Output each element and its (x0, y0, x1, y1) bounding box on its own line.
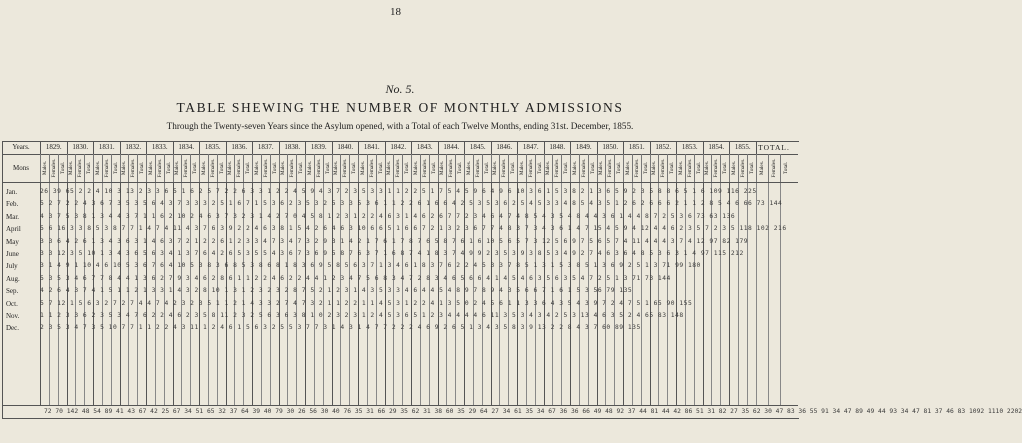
sub-header: Females. (208, 154, 217, 182)
year-header: 1840. (332, 141, 359, 154)
table-row: 3 3 6 4 2 6 1 3 4 3 6 3 1 4 6 3 7 2 1 2 2 6 1 2 3 3 4 7 3 4 7 3 2 9 3 1 4 2 1 7 6 1 7 8 7 6 5 8 7 6 1 6 10 5 6 5 7 3 12 5 6 9 7 5 6 5 7 4 11 4 4 4 3 7 4 12 97 82 179 (40, 237, 749, 245)
year-header: 1839. (305, 141, 332, 154)
sub-header: Males. (597, 154, 606, 182)
months-label: Mons (13, 164, 29, 172)
year-header: 1845. (464, 141, 491, 154)
sub-header: Males. (226, 154, 235, 182)
sub-header: Males. (279, 154, 288, 182)
sub-header: Males. (120, 154, 129, 182)
table-row: 5 7 12 1 5 6 3 2 7 2 7 4 4 7 4 2 3 2 3 5 1 1 2 1 4 3 3 2 7 4 7 3 2 1 1 2 2 1 1 4 5 3 1 2 2 4 1 3 5 0 2 4 5 6 1 1 3 3 6 4 3 5 4 3 9 7 2 4 7 5 1 65 90 155 (40, 299, 693, 307)
year-header: 1832. (120, 141, 147, 154)
table-row: 2 3 5 3 4 7 3 5 10 7 7 1 1 2 2 4 3 11 1 2 4 6 1 5 6 3 2 5 5 3 7 7 3 1 4 3 1 4 7 7 2 2 2 4 6 9 2 6 5 1 3 4 3 5 8 3 9 13 2 2 8 4 3 7 60 89 135 (40, 324, 641, 332)
sub-header: Males. (358, 154, 367, 182)
sub-header: Total. (641, 154, 650, 182)
sub-header: Males. (252, 154, 261, 182)
year-header: 1846. (491, 141, 518, 154)
sub-header: Total. (270, 154, 279, 182)
sub-header: Females. (49, 154, 58, 182)
sub-header-row (2, 154, 798, 183)
year-header: 1854. (703, 141, 730, 154)
sub-header: Total. (508, 154, 517, 182)
month-label: July (6, 262, 18, 271)
sub-header: Females. (473, 154, 482, 182)
years-header-row (2, 141, 798, 155)
year-header: 1843. (411, 141, 438, 154)
page-subtitle: Through the Twenty-seven Years since the Asylum opened, with a Total of each Twelve Months, ending 31st. December, 1855. (166, 121, 634, 131)
sub-header: Total. (694, 154, 703, 182)
table-row: 3 1 4 9 1 10 4 6 10 5 3 6 7 6 4 10 5 3 8 3 6 8 5 3 8 6 8 1 8 3 6 9 5 8 5 6 3 7 1 3 4 6 1 8 3 7 6 2 2 4 5 3 3 7 8 5 1 3 1 5 3 8 5 1 3 6 9 2 5 1 3 71 99 180 (40, 262, 701, 270)
totals-row (2, 405, 1022, 418)
table-row: 5 3 5 3 4 6 7 7 8 4 4 1 3 6 2 7 9 3 4 6 2 8 6 1 1 2 2 4 6 2 2 4 4 1 2 3 4 7 5 6 8 3 4 7 2 8 3 4 6 5 6 6 4 1 4 5 4 6 3 5 6 3 5 4 7 2 5 1 3 71 73 144 (40, 274, 671, 282)
sub-header: Males. (544, 154, 553, 182)
sub-header: Females. (367, 154, 376, 182)
year-header: 1852. (650, 141, 677, 154)
month-label: Sep. (6, 287, 19, 296)
year-header: 1844. (438, 141, 465, 154)
year-header: 1851. (623, 141, 650, 154)
year-header: 1829. (40, 141, 67, 154)
year-header: 1841. (358, 141, 385, 154)
sub-header: Males. (570, 154, 579, 182)
sub-header: Females. (579, 154, 588, 182)
sub-header: Females. (605, 154, 614, 182)
sub-header: Total. (58, 154, 67, 182)
sub-header: Females. (314, 154, 323, 182)
sub-header: Females. (499, 154, 508, 182)
year-header: 1831. (93, 141, 120, 154)
sub-header: Total. (614, 154, 623, 182)
table-row: 5 6 16 3 3 8 5 3 8 7 7 1 4 7 4 11 4 3 7 6 3 9 2 2 4 6 3 8 1 5 4 2 6 4 6 3 10 6 6 5 1 6 6 7 2 1 3 2 3 6 7 7 4 8 3 7 3 4 3 6 1 4 7 15 4 5 9 4 12 4 4 6 2 3 5 7 2 3 5 118 102 216 (40, 225, 787, 233)
sub-header: Total. (561, 154, 570, 182)
year-header: 1837. (252, 141, 279, 154)
sub-header: Females. (261, 154, 270, 182)
sub-header: Males. (305, 154, 314, 182)
table-row: 3 3 12 3 5 10 1 3 4 3 6 5 6 3 4 1 3 7 6 4 2 6 5 3 5 5 4 3 6 7 3 6 9 5 8 7 6 3 7 1 6 8 7 4 1 8 3 7 4 9 9 2 3 5 3 9 3 8 5 3 4 9 2 7 4 6 3 6 4 8 5 3 6 3 1 4 97 115 212 (40, 249, 744, 257)
year-header: 1855. (729, 141, 756, 154)
month-label: Aug. (6, 274, 20, 283)
month-column (6, 186, 21, 335)
totals-values: 72 70 142 48 54 89 41 43 67 42 25 67 34 51 65 32 37 64 39 40 79 30 26 56 30 40 76 35 31 66 29 35 62 31 38 60 35 29 64 27 34 61 35 34 67 36 36 66 49 48 92 37 44 81 44 42 86 51 31 82 27 35 62 30 47 83 36 55 91 34 47 89 49 44 93 34 47 81 37 46 83 1092 1110 2202 (44, 408, 1022, 415)
sub-header: Females. (446, 154, 455, 182)
page-title: TABLE SHEWING THE NUMBER OF MONTHLY ADMISSIONS (176, 100, 624, 115)
month-label: Feb. (6, 200, 19, 209)
sub-header: Females. (420, 154, 429, 182)
month-label: Mar. (6, 212, 20, 221)
sub-header: Males. (146, 154, 155, 182)
sub-header: Total. (349, 154, 358, 182)
sub-header: Total. (667, 154, 676, 182)
sub-header: Total. (720, 154, 729, 182)
sub-header: Total. (588, 154, 597, 182)
sub-header: Males. (491, 154, 500, 182)
year-header: 1835. (199, 141, 226, 154)
table-number: No. 5. (385, 82, 415, 96)
month-label: Nov. (6, 311, 20, 320)
month-label: April (6, 225, 21, 234)
sub-header: Males. (464, 154, 473, 182)
table-row: 4 2 6 4 3 7 4 1 5 1 1 2 1 3 3 1 4 3 2 8 10 1 3 1 2 3 2 3 2 8 7 5 2 1 2 3 1 4 3 5 3 3 4 6 4 4 5 4 8 9 7 8 9 4 3 5 6 6 7 1 6 1 5 3 56 79 135 (40, 287, 633, 295)
year-header: 1853. (676, 141, 703, 154)
sub-header: Males. (703, 154, 712, 182)
sub-header: Males. (729, 154, 738, 182)
year-header: 1847. (517, 141, 544, 154)
year-header: 1849. (570, 141, 597, 154)
sub-header: Females. (526, 154, 535, 182)
sub-header: Males. (173, 154, 182, 182)
sub-header: Females. (711, 154, 720, 182)
table-row: 1 1 2 3 3 6 2 3 5 3 4 7 6 2 2 4 6 2 3 5 8 11 2 3 2 5 6 3 6 3 8 1 0 2 3 2 3 1 2 4 5 3 6 5 1 2 3 4 4 4 4 6 11 3 5 3 4 3 4 2 5 3 13 4 6 3 5 2 4 65 83 148 (40, 311, 684, 319)
sub-header: Total. (190, 154, 199, 182)
sub-header: Females. (128, 154, 137, 182)
sub-header: Males. (199, 154, 208, 182)
sub-header: Total. (217, 154, 226, 182)
year-header: 1830. (67, 141, 94, 154)
sub-header: Males. (623, 154, 632, 182)
sub-header: Total. (535, 154, 544, 182)
year-header: 1848. (544, 141, 571, 154)
year-header: 1834. (173, 141, 200, 154)
sub-header: Females. (738, 154, 747, 182)
sub-header: Males. (411, 154, 420, 182)
year-header: 1838. (279, 141, 306, 154)
sub-header: Males. (67, 154, 76, 182)
table-body (40, 186, 798, 404)
sub-header: Males. (517, 154, 526, 182)
sub-header: Females. (234, 154, 243, 182)
total-sub-header: Females. (768, 154, 780, 182)
month-label: Jan. (6, 188, 18, 196)
month-label: May (6, 237, 19, 246)
sub-header: Females. (340, 154, 349, 182)
sub-header: Females. (393, 154, 402, 182)
sub-header: Total. (482, 154, 491, 182)
sub-header: Total. (376, 154, 385, 182)
month-label: June (6, 249, 19, 258)
sub-header: Total. (111, 154, 120, 182)
total-sub-header: Males. (756, 154, 768, 182)
sub-header: Males. (650, 154, 659, 182)
sub-header: Females. (287, 154, 296, 182)
sub-header: Total. (455, 154, 464, 182)
sub-header: Total. (402, 154, 411, 182)
year-header: 1850. (597, 141, 624, 154)
sub-header: Males. (676, 154, 685, 182)
sub-header: Females. (181, 154, 190, 182)
sub-header: Females. (75, 154, 84, 182)
sub-header: Females. (632, 154, 641, 182)
year-header: 1833. (146, 141, 173, 154)
years-label: Years. (12, 143, 30, 151)
sub-header: Total. (137, 154, 146, 182)
total-sub-header: Total. (780, 154, 792, 182)
table-row: 5 2 7 2 2 4 3 6 7 3 5 3 5 6 4 3 7 3 3 3 2 5 1 6 7 1 5 3 6 2 3 5 3 2 5 3 3 5 3 6 1 1 2 2 6 1 6 6 4 2 5 3 5 3 6 2 5 4 5 3 3 4 8 5 4 3 5 1 2 6 2 6 6 6 2 1 1 2 8 5 4 6 66 73 144 (40, 200, 783, 208)
sub-header: Males. (93, 154, 102, 182)
sub-header: Total. (323, 154, 332, 182)
sub-header: Total. (84, 154, 93, 182)
sub-header: Total. (164, 154, 173, 182)
month-label: Dec. (6, 324, 20, 333)
sub-header: Total. (296, 154, 305, 182)
sub-header: Females. (658, 154, 667, 182)
total-header: TOTAL. (756, 141, 792, 154)
year-header: 1836. (226, 141, 253, 154)
sub-header: Males. (40, 154, 49, 182)
sub-header: Males. (332, 154, 341, 182)
sub-header: Total. (243, 154, 252, 182)
sub-header: Females. (552, 154, 561, 182)
sub-header: Males. (438, 154, 447, 182)
sub-header: Females. (102, 154, 111, 182)
sub-header: Total. (747, 154, 756, 182)
sub-header: Females. (685, 154, 694, 182)
year-header: 1842. (385, 141, 412, 154)
month-label: Oct. (6, 299, 18, 308)
table-row: 4 3 7 5 3 8 1 3 4 4 3 7 1 1 6 2 10 2 4 6 3 7 3 2 3 1 4 2 7 0 4 5 8 1 2 3 1 2 2 4 6 3 1 4 6 2 6 7 7 2 3 4 6 4 7 4 8 5 4 3 5 4 8 4 4 3 6 1 4 4 8 7 2 5 3 6 73 63 136 (40, 212, 736, 220)
page-number: 18 (390, 6, 401, 18)
table-row: 26 39 65 2 2 4 10 3 13 2 3 3 6 5 1 6 2 5 7 2 2 6 3 3 1 2 2 4 5 9 4 3 7 2 3 5 3 3 1 1 2 2 5 1 7 5 4 5 9 6 4 9 6 10 3 6 1 5 3 8 2 1 3 6 5 9 2 3 5 8 8 6 5 1 6 109 116 225 (40, 188, 757, 195)
sub-header: Total. (429, 154, 438, 182)
sub-header: Females. (155, 154, 164, 182)
sub-header: Males. (385, 154, 394, 182)
